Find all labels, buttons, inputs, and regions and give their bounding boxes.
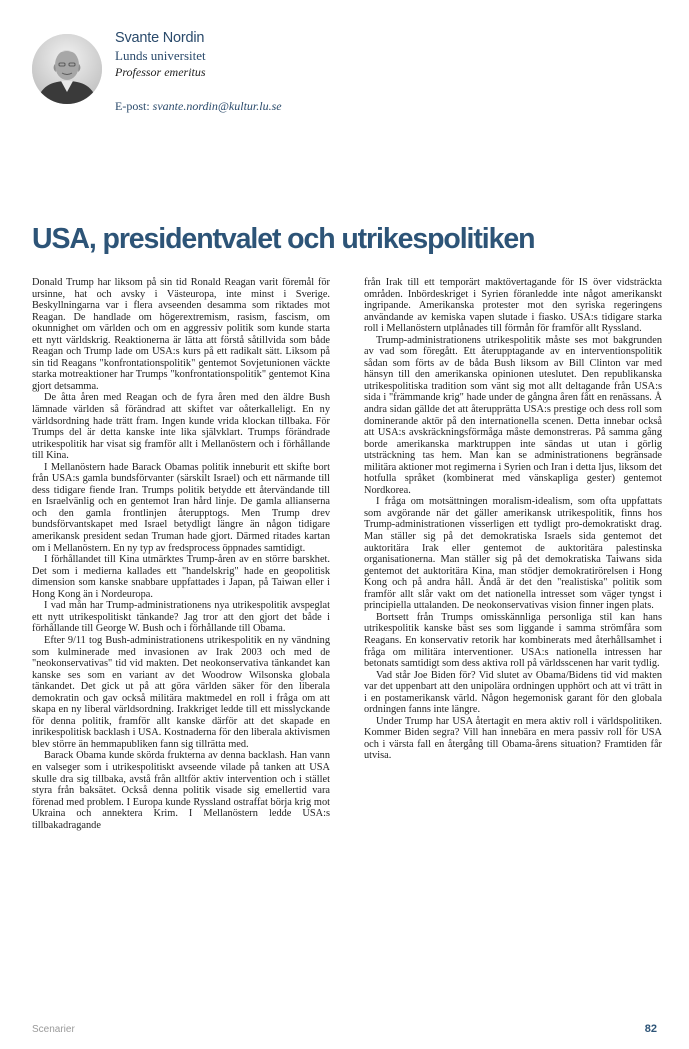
author-photo: [32, 34, 102, 104]
paragraph: Vad står Joe Biden för? Vid slutet av Obama/Bidens tid vid makten var det uppenbart att den unipolära ordningen upphört och att vi trätt in i en postamerikansk värld. Någon hegemonisk garant för den globala ordningen fanns inte längre.: [364, 669, 662, 716]
footer-section: Scenarier: [32, 1024, 75, 1035]
paragraph: De åtta åren med Reagan och de fyra åren med den äldre Bush lämnade världen så förändrad att skiftet var oåterkalleligt. En ny världsordning hade trätt fram. Ingen kunde vrida klockan tillbaka. För Trumps del är detta kanske inte lika självklart. Trumps förändrade utrikespolitik har visat sig framför allt i Mellanöstern och i förhållande till Kina.: [32, 392, 330, 462]
paragraph: I vad mån har Trump-administrationens nya utrikespolitik avspeglat ett nytt utrikespolitiskt tänkande? Jag tror att den gjort det både i förhållande till George W. Bush och i förhållande till Obama.: [32, 600, 330, 635]
author-university: Lunds universitet: [115, 48, 206, 63]
page-number: 82: [644, 1023, 657, 1035]
author-email: [115, 98, 282, 114]
paragraph: från Irak till ett temporärt maktövertagande för IS över vidsträckta områden. Inbördeskriget i Syrien föranledde inte något amerikanskt ingripande. Amerikanska protester mot den syriska regeringens användande av kemiska vapen slutade i fiasko. USA:s tidigare starka roll i Mellanöstern utplånades till förmån för framför allt Ryssland.: [364, 277, 662, 335]
paragraph: Trump-administrationens utrikespolitik måste ses mot bakgrunden av vad som föregått. Ett återupptagande av en interventionspolitik sådan som förts av de båda Bush liksom av Bill Clinton var med hänsyn till den amerikanska opinionen uteslutet. Den republikanska utrikespolitiska tradition som vänt sig mot allt deltagande från USA:s sida i "främmande krig" hade under de gångna åren fått en renässans. Å andra sidan gällde det att återupprätta USA:s prestige och dess roll som dominerande aktör på den internationella scenen. Detta innebar också att USA:s avskräckningsförmåga måste demonstreras. På samma gång borde amerikanska marktruppen inte sändas ut utan i görlig utsträckning tas hem. Man kan se administrationens begränsade militära aktioner mot regimerna i Syrien och Iran i detta ljus, liksom det hotfulla språket (kombinerat med vänskapliga gester) gentemot Nordkorea.: [364, 334, 662, 496]
author-block: [32, 30, 652, 115]
paragraph: Bortsett från Trumps omisskännliga personliga stil kan hans utrikespolitik kanske bäst ses som liggande i samma strömfåra som Reagans. En konservativ retorik har kombinerats med återhållsamhet i fråga om militära interventioner. USA:s nationella intressen har betonats samtidigt som dess aktiva roll på världsscenen har varit tydlig.: [364, 611, 662, 670]
paragraph: Efter 9/11 tog Bush-administrationens utrikespolitik en ny vändning som kulminerade med invasionen av Irak 2003 och med de "neokonservativas" tid vid makten. Det neokonservativa tänkandet kan kanske ses som en variant av det Woodrow Wilsonska globala tänkandet. Det gick ut på att göra världen säker för den liberala demokratin och gav också militära maktmedel en roll i fråga om att skapa en ny liberal världsordning. Irakkriget ledde till ett misslyckande för denna politik, framför allt kanske därför att det skapade en inrikespolitisk backlash i USA. Kostnaderna för den liberala aktivismen blev större än hemmapubliken fann sig tillrätta med.: [32, 634, 330, 750]
author-name: Svante Nordin: [115, 30, 205, 46]
paragraph: Barack Obama kunde skörda frukterna av denna backlash. Han vann en valseger som i utrikespolitiskt avseende vilade på tanken att USA skulle dra sig tillbaka, avstå från alltför aktiv intervention och i stället styra från baksätet. Också denna politik visade sig emellertid vara förenad med problem. I Europa kunde Ryssland ostraffat börja krig mot Ukraina och annektera Krim. I Mellanöstern ledde USA:s tillbakadragande: [32, 750, 330, 831]
paragraph: I Mellanöstern hade Barack Obamas politik inneburit ett skifte bort från USA:s gamla bundsförvanter (särskilt Israel) och ett närmande till dess tidigare fiende Iran. Trumps politik betydde ett återvändande till en Israelvänlig och en gentemot Iran hård linje. De gamla allianserna och den gamla frontlinjen återupptogs. Men Trump drev bundsförvantskapet med Israel betydligt längre än någon tidigare amerikansk president sedan Truman hade gjort. Därmed ritades kartan om i Mellanöstern. En ny typ av fredsprocess öppnades samtidigt.: [32, 461, 330, 554]
right-column: [364, 277, 662, 762]
left-column: [32, 277, 330, 831]
email-label: E-post:: [115, 99, 150, 113]
paragraph: I fråga om motsättningen moralism-idealism, som ofta uppfattats som avgörande när det gäller amerikansk utrikespolitik, finns hos Trump-administrationen visserligen ett tydligt pro-demokratiskt drag. Man ställer sig på det demokratiska Israels sida gentemot det auktoritära Irak eller gentemot de auktoritära palestinska organisationerna. Man ställer sig på det demokratiska Taiwans sida gentemot det auktoritära Kina, man stödjer demokratirörelsen i Hong Kong och på andra håll. Ändå är det den "realistiska" politik som framför allt slår vakt om det nationella intresset som väger tyngst i principiella uttalanden. De neokonservativas vision finner ingen plats.: [364, 496, 662, 612]
author-photo-graphic: [32, 34, 102, 104]
author-title: Professor emeritus: [115, 65, 206, 79]
article-body: [32, 277, 662, 1017]
author-info: [115, 30, 282, 114]
paragraph: Under Trump har USA återtagit en mera aktiv roll i världspolitiken. Kommer Biden segra? Vill han innebära en mera passiv roll för USA och i värsta fall en återgång till Obama-årens situation? Framtiden får utvisa.: [364, 715, 662, 762]
paragraph: Donald Trump har liksom på sin tid Ronald Reagan varit föremål för ursinne, hat och avsky i Västeuropa, inte minst i Sverige. Beskyllningarna var i flera avseenden desamma som riktades mot Reagan. De handlade om högerextremism, rasism, fascism, om okunnighet om världen och om en aggressiv politik som kunde starta ett nytt världskrig. Reaktionerna är lätta att förstå såtillvida som både Reagan och Trump lade om USA:s kurs på ett radikalt sätt. Liksom på sin tid Reagans "konfrontationspolitik" gentemot Sovjetunionen väckte starka motreaktioner har Trumps "konfrontationspolitik" gentemot Kina gjort detsamma.: [32, 277, 330, 392]
paragraph: I förhållandet till Kina utmärktes Trump-åren av en större barskhet. Det som i medierna kallades ett "handelskrig" hade en geopolitisk dimension som kanske snabbare uppfattades i Japan, på Taiwan eller i Hong Kong än i Nordeuropa.: [32, 554, 330, 600]
email-address[interactable]: svante.nordin@kultur.lu.se: [152, 99, 282, 113]
article-title: USA, presidentvalet och utrikespolitiken: [32, 223, 535, 255]
